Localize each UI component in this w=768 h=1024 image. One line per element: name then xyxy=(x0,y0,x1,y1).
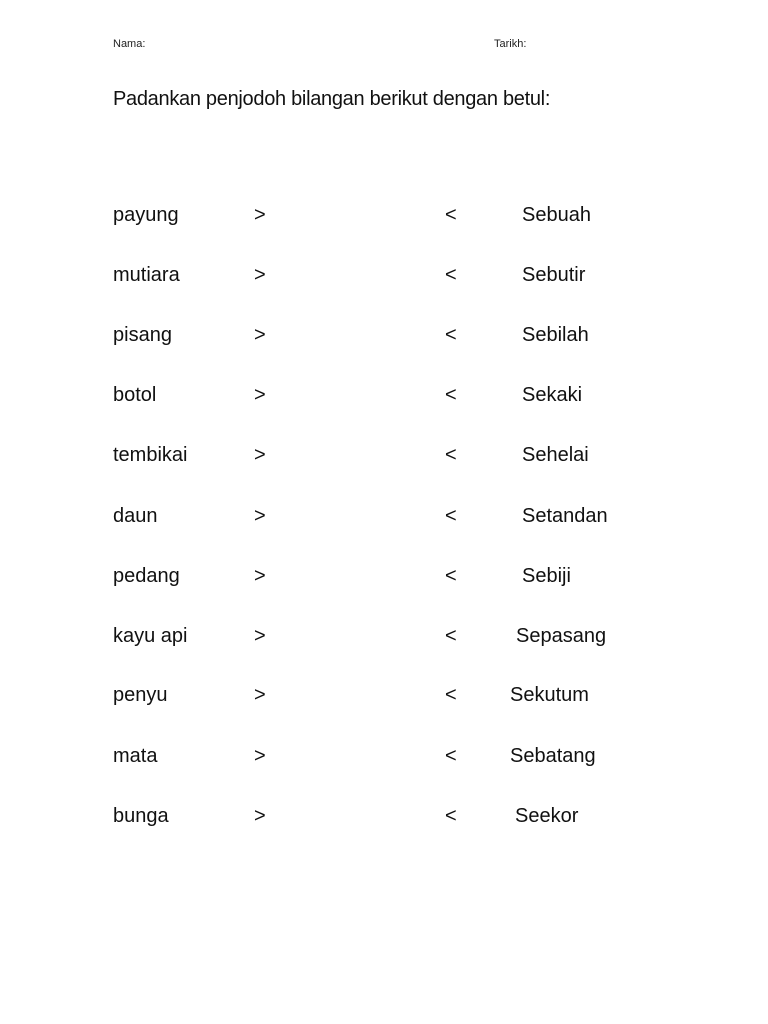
matching-row xyxy=(0,380,768,410)
left-arrow-marker: < xyxy=(445,505,457,527)
noun-text: pedang xyxy=(113,565,180,587)
right-arrow-marker: > xyxy=(254,264,266,286)
noun-text: payung xyxy=(113,204,179,226)
classifier-text: Seekor xyxy=(515,805,579,827)
classifier-text: Sebiji xyxy=(522,565,571,587)
noun-text: daun xyxy=(113,505,158,527)
left-arrow-marker: < xyxy=(445,264,457,286)
classifier-text: Setandan xyxy=(522,505,608,527)
left-arrow-marker: < xyxy=(445,204,457,226)
noun-text: mata xyxy=(113,745,158,767)
right-arrow-marker: > xyxy=(254,444,266,466)
matching-row xyxy=(0,801,768,831)
matching-row xyxy=(0,561,768,591)
right-arrow-marker: > xyxy=(254,324,266,346)
left-arrow-marker: < xyxy=(445,625,457,647)
matching-row xyxy=(0,260,768,290)
matching-row xyxy=(0,501,768,531)
noun-text: mutiara xyxy=(113,264,180,286)
right-arrow-marker: > xyxy=(254,745,266,767)
classifier-text: Sebatang xyxy=(510,745,596,767)
classifier-text: Sebutir xyxy=(522,264,586,286)
left-arrow-marker: < xyxy=(445,444,457,466)
matching-row xyxy=(0,621,768,651)
left-arrow-marker: < xyxy=(445,745,457,767)
right-arrow-marker: > xyxy=(254,805,266,827)
right-arrow-marker: > xyxy=(254,505,266,527)
matching-row xyxy=(0,440,768,470)
right-arrow-marker: > xyxy=(254,684,266,706)
left-arrow-marker: < xyxy=(445,684,457,706)
left-arrow-marker: < xyxy=(445,384,457,406)
left-arrow-marker: < xyxy=(445,805,457,827)
matching-row xyxy=(0,680,768,710)
right-arrow-marker: > xyxy=(254,384,266,406)
tarikh-label: Tarikh: xyxy=(494,38,527,50)
classifier-text: Sebuah xyxy=(522,204,591,226)
right-arrow-marker: > xyxy=(254,625,266,647)
right-arrow-marker: > xyxy=(254,565,266,587)
left-arrow-marker: < xyxy=(445,324,457,346)
instruction-text: Padankan penjodoh bilangan berikut dengan betul: xyxy=(113,88,551,110)
classifier-text: Sekaki xyxy=(522,384,583,406)
noun-text: tembikai xyxy=(113,444,188,466)
noun-text: penyu xyxy=(113,684,168,706)
classifier-text: Sehelai xyxy=(522,444,589,466)
left-arrow-marker: < xyxy=(445,565,457,587)
matching-row xyxy=(0,741,768,771)
classifier-text: Sepasang xyxy=(516,625,607,647)
noun-text: pisang xyxy=(113,324,172,346)
classifier-text: Sekutum xyxy=(510,684,589,706)
right-arrow-marker: > xyxy=(254,204,266,226)
matching-row xyxy=(0,200,768,230)
noun-text: kayu api xyxy=(113,625,188,647)
matching-row xyxy=(0,320,768,350)
noun-text: botol xyxy=(113,384,157,406)
noun-text: bunga xyxy=(113,805,169,827)
classifier-text: Sebilah xyxy=(522,324,589,346)
nama-label: Nama: xyxy=(113,38,146,50)
